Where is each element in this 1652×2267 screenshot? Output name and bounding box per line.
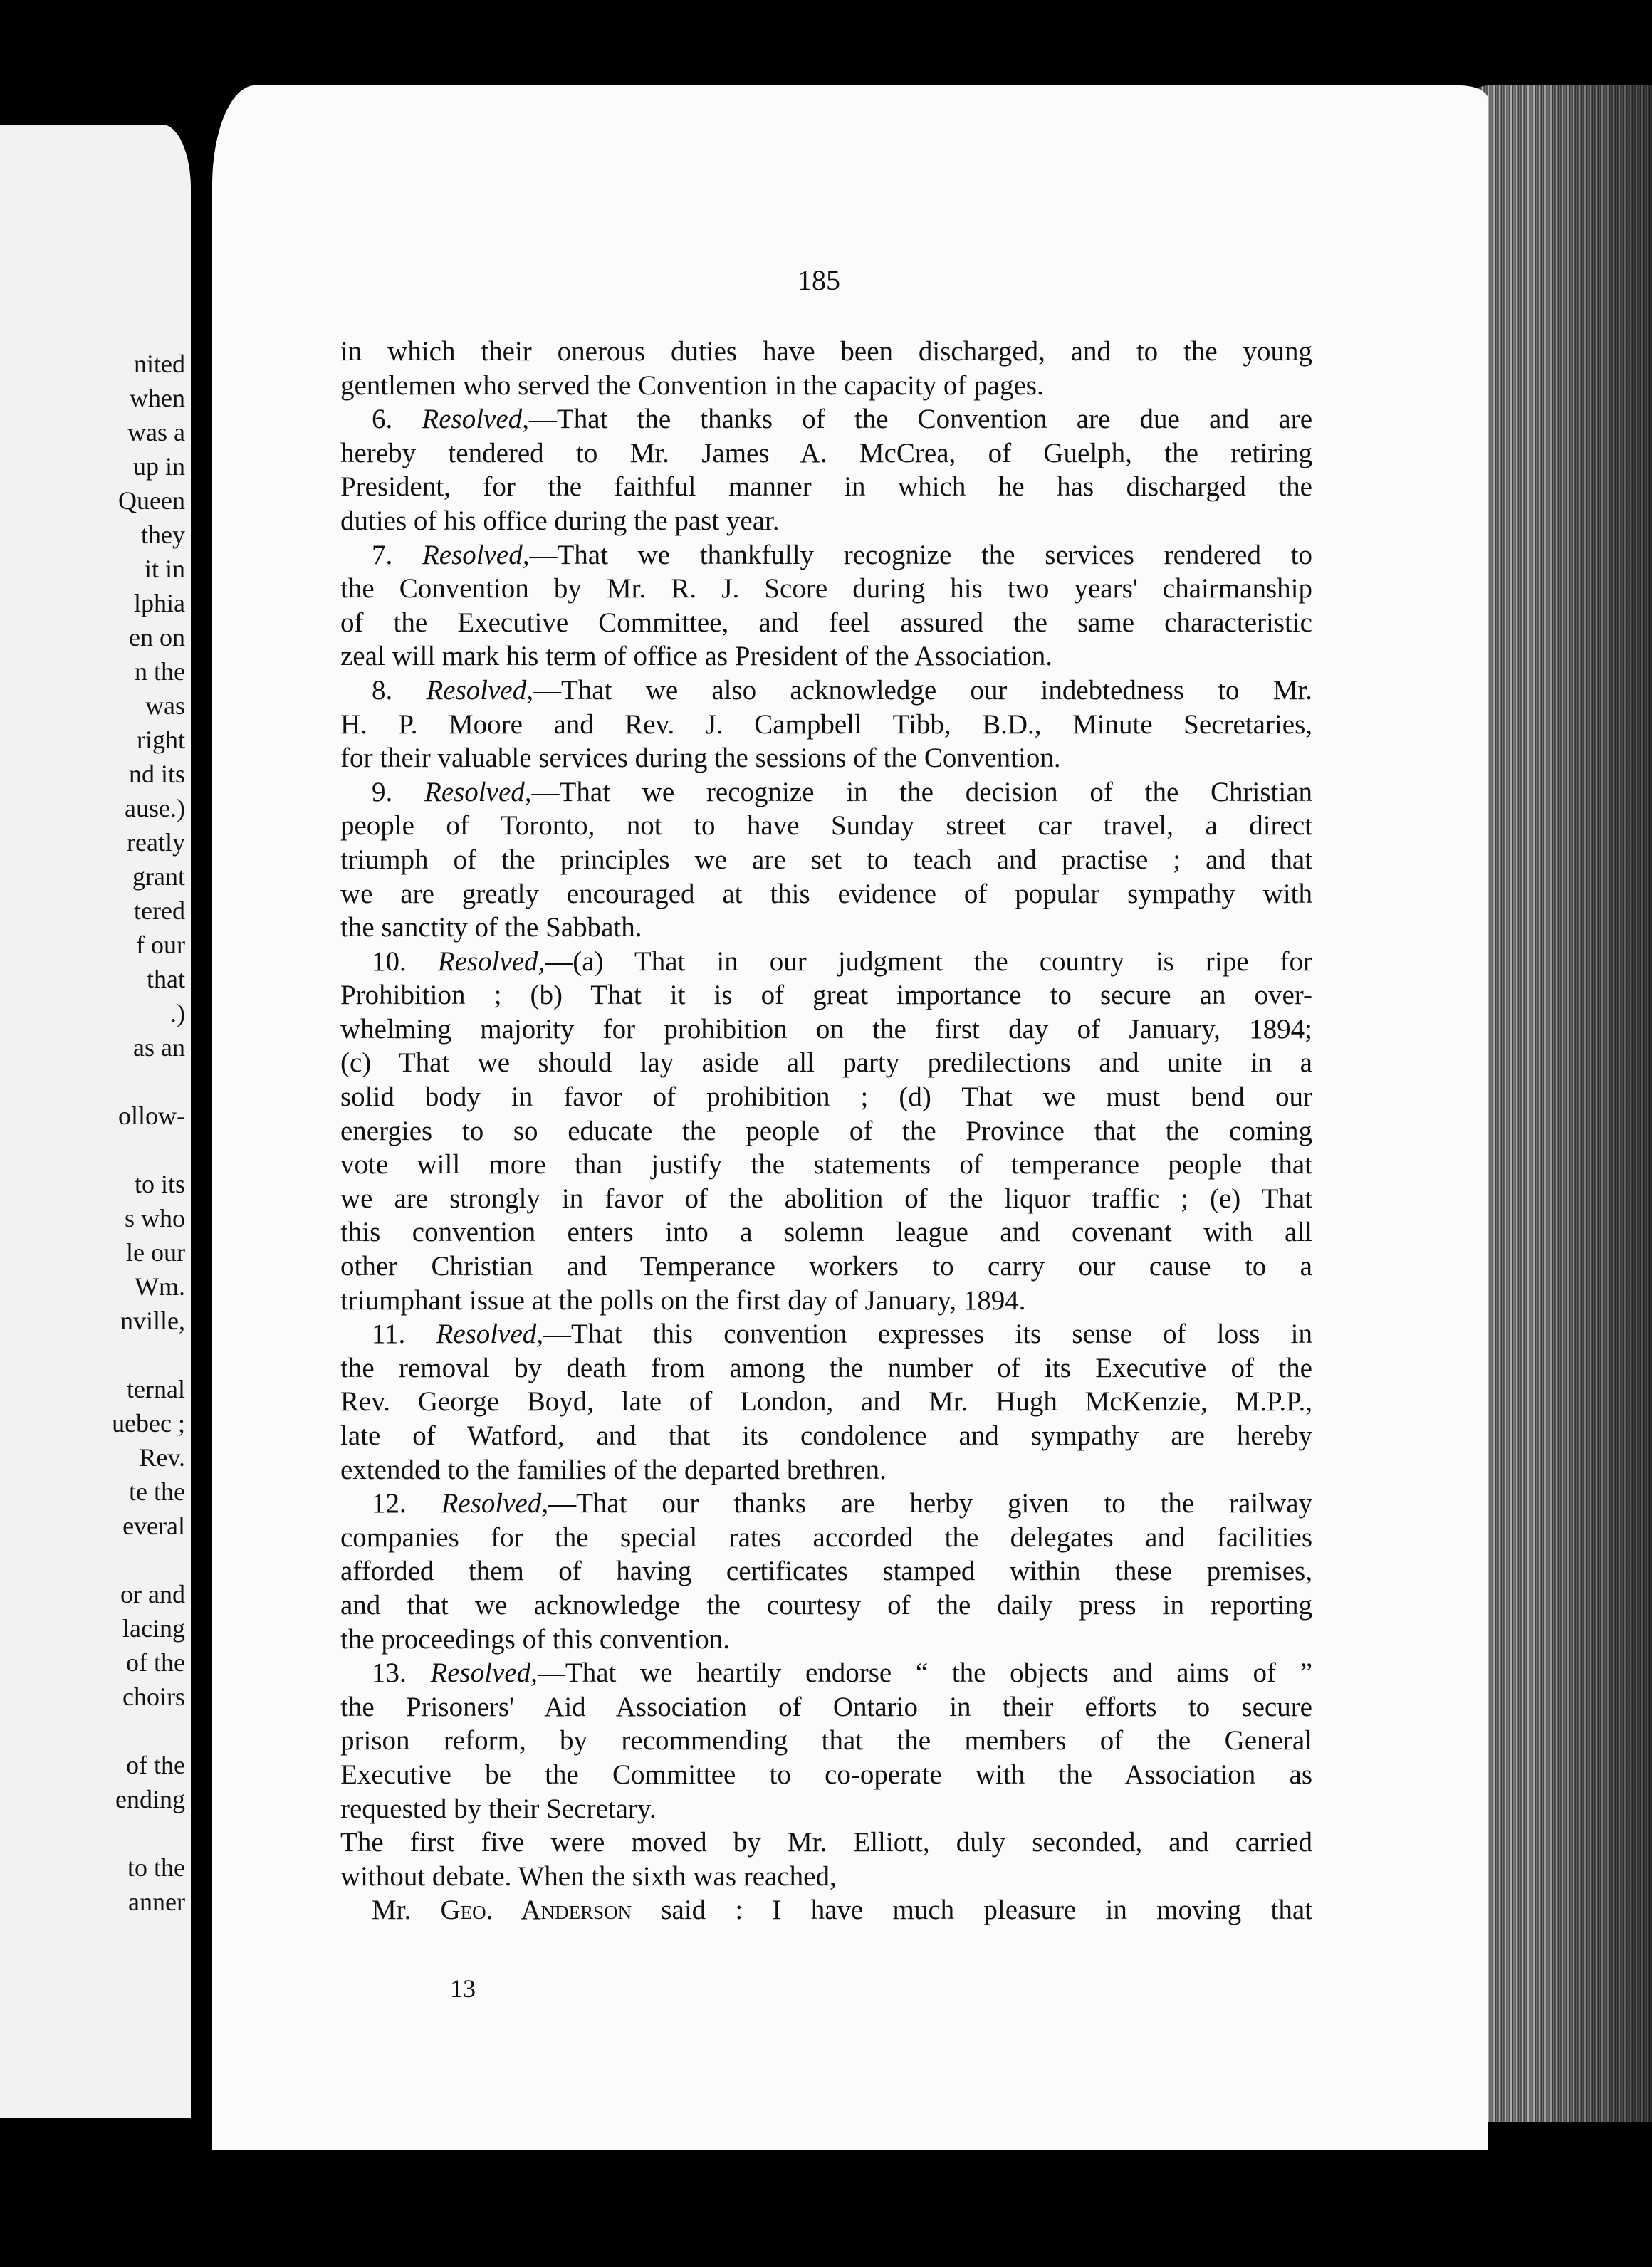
- left-page-fragment: of the: [126, 1751, 185, 1779]
- text-line: afforded them of having certificates stamped within these premises,: [340, 1556, 1312, 1587]
- text-line: triumphant issue at the polls on the first day of January, 1894.: [340, 1284, 1026, 1316]
- text-line: Mr. Geo. Anderson said : I have much pleasure in moving that: [372, 1895, 1312, 1926]
- left-page-fragment: right: [137, 726, 185, 754]
- left-page-fragment: nville,: [120, 1307, 185, 1335]
- left-page-fragment: lacing: [122, 1614, 185, 1643]
- text-line: other Christian and Temperance workers to carry our cause to a: [340, 1251, 1312, 1282]
- text-line: 6. Resolved,—That the thanks of the Convention are due and are: [372, 404, 1312, 435]
- text-line: this convention enters into a solemn league and covenant with all: [340, 1217, 1312, 1248]
- left-page-fragment: n the: [135, 657, 185, 686]
- text-line: the removal by death from among the number of its Executive of the: [340, 1352, 1312, 1383]
- left-page-fragment: nd its: [128, 760, 185, 788]
- left-page-fragment: s who: [124, 1204, 185, 1232]
- text-line: without debate. When the sixth was reached,: [340, 1860, 837, 1892]
- left-page-fragment: choirs: [122, 1682, 185, 1711]
- left-page-fragment: nited: [134, 350, 185, 378]
- text-line: extended to the families of the departed brethren.: [340, 1454, 887, 1485]
- left-page-fragment: ollow-: [118, 1101, 185, 1130]
- text-line: of the Executive Committee, and feel assured the same characteristic: [340, 607, 1312, 638]
- left-page-fragment: [112, 1064, 191, 1099]
- left-page-fragment: Wm.: [135, 1272, 185, 1301]
- left-page-fragment: ending: [115, 1785, 185, 1813]
- text-line: we are strongly in favor of the abolition of the liquor traffic ; (e) That: [340, 1183, 1312, 1214]
- left-page-fragment: was: [145, 691, 185, 720]
- text-line: late of Watford, and that its condolence and sympathy are hereby: [340, 1420, 1312, 1451]
- left-page-fragment: of the: [126, 1648, 185, 1677]
- text-line: President, for the faithful manner in which he has discharged the: [340, 471, 1312, 503]
- text-line: 13. Resolved,—That we heartily endorse “ the objects and aims of ”: [372, 1658, 1313, 1689]
- left-page-fragment: Queen: [118, 486, 185, 515]
- text-line: we are greatly encouraged at this evidence of popular sympathy with: [340, 878, 1312, 909]
- text-line: hereby tendered to Mr. James A. McCrea, of Guelph, the retiring: [340, 437, 1312, 468]
- left-page-fragment: everal: [122, 1512, 185, 1540]
- left-page-fragment: to the: [127, 1853, 185, 1882]
- book-spine: [191, 107, 212, 2172]
- text-line: 9. Resolved,—That we recognize in the decision of the Christian: [372, 776, 1312, 807]
- page-number: 185: [798, 264, 840, 296]
- text-line: (c) That we should lay aside all party predilections and unite in a: [340, 1047, 1312, 1079]
- text-line: Rev. George Boyd, late of London, and Mr. Hugh McKenzie, M.P.P.,: [340, 1386, 1312, 1418]
- text-line: in which their onerous duties have been discharged, and to the young: [340, 336, 1312, 367]
- left-page-fragment: when: [130, 384, 185, 412]
- left-page-text-fragments: [112, 347, 191, 1919]
- text-line: Prohibition ; (b) That it is of great importance to secure an over-: [340, 980, 1312, 1011]
- left-page-fragment: was a: [127, 418, 185, 446]
- left-page-fragment: as an: [133, 1033, 185, 1062]
- left-page-fragment: reatly: [127, 828, 185, 857]
- text-line: vote will more than justify the statements of temperance people that: [340, 1149, 1312, 1180]
- left-page-fragment: Rev.: [139, 1443, 185, 1472]
- text-line: the proceedings of this convention.: [340, 1623, 730, 1655]
- text-line: people of Toronto, not to have Sunday street car travel, a direct: [340, 810, 1312, 842]
- text-line: The first five were moved by Mr. Elliott, duly seconded, and carried: [340, 1827, 1312, 1858]
- text-line: the Prisoners' Aid Association of Ontario in their efforts to secure: [340, 1691, 1312, 1722]
- text-line: whelming majority for prohibition on the first day of January, 1894;: [340, 1013, 1312, 1045]
- left-page-fragment: [112, 1338, 191, 1372]
- text-line: zeal will mark his term of office as President of the Association.: [340, 641, 1053, 672]
- text-line: 10. Resolved,—(a) That in our judgment the country is ripe for: [372, 946, 1312, 977]
- left-page-fragment: lphia: [134, 589, 185, 617]
- text-line: energies to so educate the people of the Province that the coming: [340, 1115, 1312, 1146]
- left-page-fragment: en on: [129, 623, 185, 651]
- text-line: H. P. Moore and Rev. J. Campbell Tibb, B.D., Minute Secretaries,: [340, 708, 1312, 740]
- left-page-fragment: [112, 1714, 191, 1748]
- left-page-fragment: [112, 1133, 191, 1167]
- left-page-fragment: anner: [128, 1888, 185, 1916]
- text-line: triumph of the principles we are set to teach and practise ; and that: [340, 844, 1312, 875]
- text-line: and that we acknowledge the courtesy of the daily press in reporting: [340, 1589, 1312, 1621]
- page-body-text: [340, 335, 1312, 1927]
- left-page-fragment: .): [170, 999, 185, 1027]
- text-line: Executive be the Committee to co-operate with the Association as: [340, 1759, 1312, 1790]
- text-line: the Convention by Mr. R. J. Score during his two years' chairmanship: [340, 573, 1312, 604]
- left-page-fragment: up in: [132, 452, 185, 481]
- left-page-fragment: to its: [134, 1170, 185, 1198]
- text-line: duties of his office during the past year.: [340, 505, 780, 536]
- left-page-fragment: that: [147, 965, 185, 993]
- left-page-fragment: [112, 1543, 191, 1577]
- left-page-fragment: they: [141, 520, 185, 549]
- left-page-fragment: grant: [132, 862, 185, 891]
- text-line: companies for the special rates accorded the delegates and facilities: [340, 1522, 1312, 1553]
- text-line: 11. Resolved,—That this convention expresses its sense of loss in: [372, 1319, 1312, 1350]
- signature-mark: 13: [450, 1974, 476, 2003]
- left-page-fragment: or and: [120, 1580, 185, 1608]
- text-line: for their valuable services during the sessions of the Convention.: [340, 743, 1061, 774]
- left-page-fragment: [112, 1816, 191, 1850]
- left-page-fragment: le our: [126, 1238, 185, 1267]
- text-line: requested by their Secretary.: [340, 1793, 657, 1824]
- text-line: prison reform, by recommending that the members of the General: [340, 1725, 1312, 1756]
- left-page-fragment: te the: [129, 1477, 185, 1506]
- left-page: [0, 125, 191, 2118]
- text-line: the sanctity of the Sabbath.: [340, 912, 642, 943]
- text-line: solid body in favor of prohibition ; (d) That we must bend our: [340, 1082, 1312, 1113]
- text-line: 7. Resolved,—That we thankfully recognize the services rendered to: [372, 539, 1312, 570]
- text-line: 12. Resolved,—That our thanks are herby given to the railway: [372, 1488, 1313, 1519]
- left-page-fragment: uebec ;: [112, 1409, 185, 1438]
- left-page-fragment: ternal: [127, 1375, 185, 1403]
- left-page-fragment: ause.): [125, 794, 185, 822]
- page-edges-shadow: [1538, 85, 1652, 2122]
- text-line: gentlemen who served the Convention in the capacity of pages.: [340, 370, 1044, 401]
- left-page-fragment: f our: [136, 931, 185, 959]
- left-page-fragment: tered: [134, 896, 185, 925]
- left-page-fragment: it in: [144, 555, 185, 583]
- text-line: 8. Resolved,—That we also acknowledge our indebtedness to Mr.: [372, 674, 1313, 706]
